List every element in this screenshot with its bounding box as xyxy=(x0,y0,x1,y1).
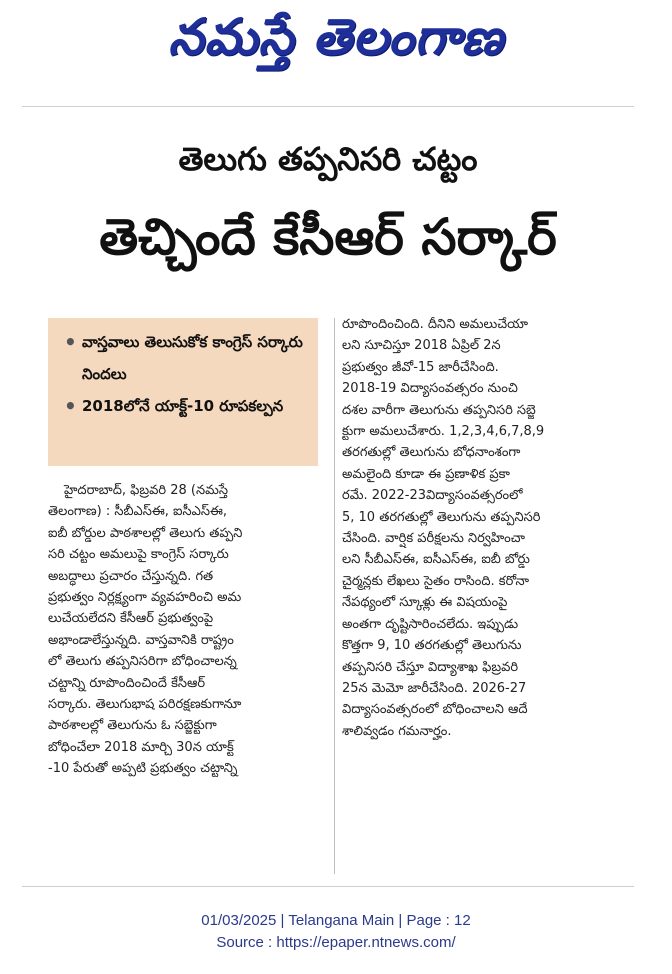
body-line: బోధించేలా 2018 మార్చి 30న యాక్ట్ xyxy=(48,739,234,755)
body-line: అబద్ధాలు ప్రచారం చేస్తున్నది. గత xyxy=(48,568,214,584)
masthead xyxy=(0,0,672,86)
body-line: తప్పనిసరి చేస్తూ విద్యాశాఖ ఫిబ్రవరి xyxy=(342,659,519,675)
body-line: 5, 10 తరగతుల్లో తెలుగును తప్పనిసరి xyxy=(342,509,541,525)
article-headline: తెచ్చిందే కేసీఆర్ సర్కార్ xyxy=(99,208,557,266)
body-line: చట్టాన్ని రూపొందించిందే కేసీఆర్ xyxy=(48,675,206,691)
body-line: నేపథ్యంలో స్కూళ్లు ఈ విషయంపై xyxy=(342,595,508,611)
body-line: లుచేయలేదని కేసీఆర్ ప్రభుత్వంపై xyxy=(48,611,214,627)
highlight-text: వాస్తవాలు తెలుసుకోక కాంగ్రెస్ సర్కారు నిందలు xyxy=(82,333,303,383)
body-line: రూపొందించింది. దీనిని అమలుచేయా xyxy=(342,317,529,332)
body-line: పాఠశాలల్లో తెలుగును ఓ సబ్జెక్టుగా xyxy=(48,718,217,734)
body-line: లో తెలుగు తప్పనిసరిగా బోధించాలన్న xyxy=(48,654,237,670)
highlight-text: 2018లోనే యాక్ట్-10 రూపకల్పన xyxy=(82,397,284,415)
body-line: ప్రభుత్వం జీవో-15 జారీచేసింది. xyxy=(342,359,499,375)
bottom-divider xyxy=(22,886,634,887)
article-kicker: తెలుగు తప్పనిసరి చట్టం xyxy=(178,140,478,178)
highlight-item xyxy=(62,326,308,390)
bullet-icon: • xyxy=(64,394,77,418)
body-line: తెలంగాణ) : సీబీఎస్ఈ, ఐసీఎస్ఈ, xyxy=(48,504,228,520)
body-line: -10 పేరుతో అప్పటి ప్రభుత్వం చట్టాన్ని xyxy=(48,761,238,777)
body-line: హైదరాబాద్, ఫిబ్రవరి 28 (నమస్తే xyxy=(64,483,228,498)
footer-edition-info: 01/03/2025 | Telangana Main | Page : 12 xyxy=(201,912,471,929)
body-line: ఐబీ బోర్డుల పాఠశాలల్లో తెలుగు తప్పని xyxy=(48,525,243,541)
body-line: సరి చట్టం అమలుపై కాంగ్రెస్ సర్కారు xyxy=(48,547,229,563)
highlight-item xyxy=(62,390,308,422)
body-line: తరగతుల్లో తెలుగును బోధనాంశంగా xyxy=(342,445,521,461)
bullet-icon: • xyxy=(64,330,77,354)
body-line: చేసింది. వార్షిక పరీక్షలను నిర్వహించా xyxy=(342,531,526,547)
highlight-box xyxy=(48,318,318,466)
body-line: 25న మెమో జారీచేసింది. 2026-27 xyxy=(342,680,527,696)
article-column-right xyxy=(342,314,618,742)
body-line: కొత్తగా 9, 10 తరగతుల్లో తెలుగును xyxy=(342,638,522,654)
body-line: దశల వారీగా తెలుగును తప్పనిసరి సబ్జె xyxy=(342,402,536,418)
body-line: అంతగా దృష్టిసారించలేదు. ఇప్పుడు xyxy=(342,616,519,632)
body-line: విద్యాసంవత్సరంలో బోధించాలని ఆదే xyxy=(342,702,528,718)
body-line: లని సూచిస్తూ 2018 ఏప్రిల్ 2న xyxy=(342,338,501,354)
body-line: లని సీబీఎస్ఈ, ఐసీఎస్ఈ, ఐబీ బోర్డు xyxy=(342,552,530,568)
footer-source-link[interactable]: Source : https://epaper.ntnews.com/ xyxy=(216,934,456,951)
body-line: క్టుగా అమలుచేశారు. 1,2,3,4,6,7,8,9 xyxy=(342,424,545,440)
body-line: శాలివ్వడం గమనార్హం. xyxy=(342,723,452,739)
body-line: అభాండాలేస్తున్నది. వాస్తవానికి రాష్ట్రం xyxy=(48,632,234,648)
masthead-logo: నమస్తే తెలంగాణ xyxy=(168,7,504,66)
body-line: సర్కారు. తెలుగుభాష పరిరక్షణకుగానూ xyxy=(48,697,242,713)
body-line: అమలైంది కూడా ఈ ప్రణాళిక ప్రకా xyxy=(342,466,510,482)
body-line: రమే. 2022-23విద్యాసంవత్సరంలో xyxy=(342,488,523,504)
body-line: ప్రభుత్వం నిర్లక్ష్యంగా వ్యవహరించి అమ xyxy=(48,590,242,606)
body-line: 2018-19 విద్యాసంవత్సరం నుంచి xyxy=(342,381,518,397)
column-divider xyxy=(334,318,335,874)
body-line: చైర్మన్లకు లేఖలు సైతం రాసింది. కరోనా xyxy=(342,573,530,589)
article-column-left xyxy=(48,480,338,780)
